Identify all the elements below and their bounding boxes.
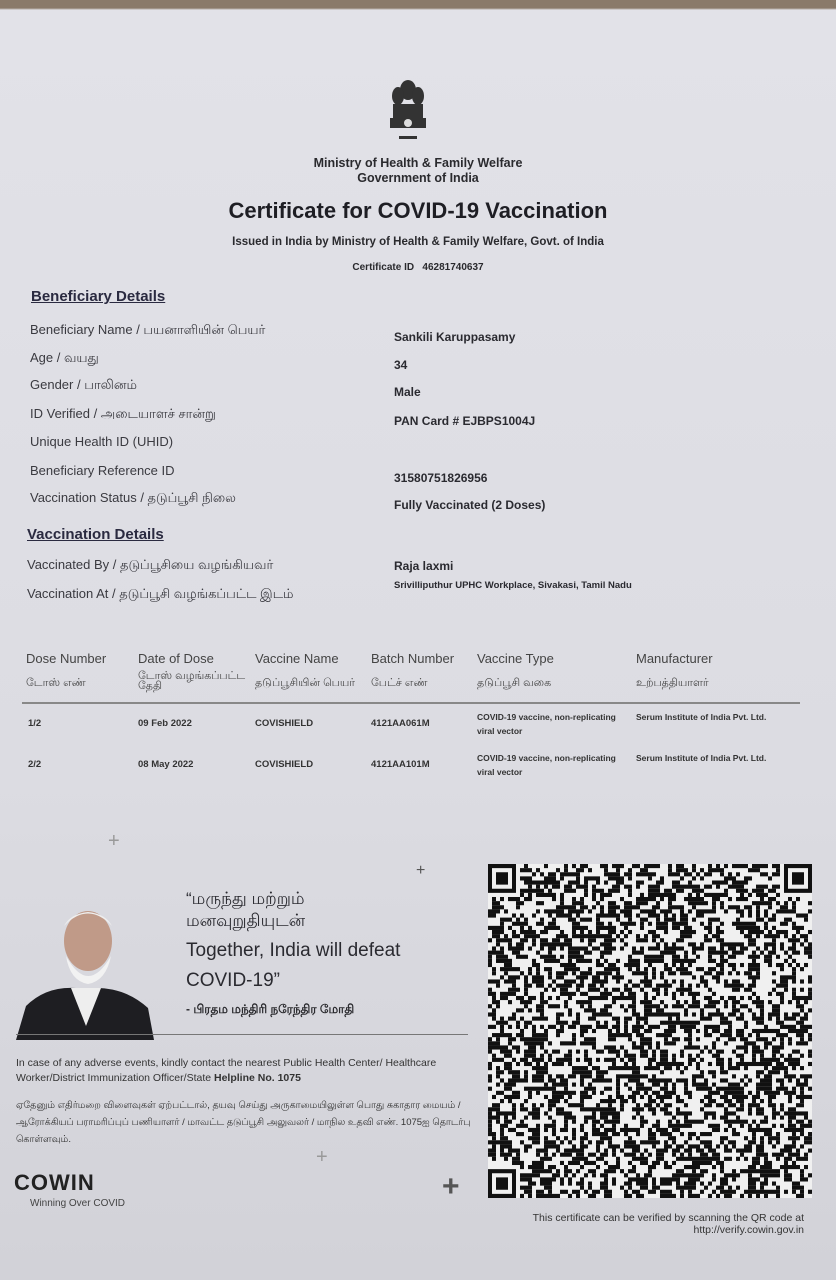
beneficiary-label: Gender / பாலினம்	[30, 377, 137, 392]
plus-mark-icon: +	[416, 862, 426, 879]
vaccination-heading: Vaccination Details	[27, 526, 164, 543]
vaccinated-by-label: Vaccinated By / தடுப்பூசியை வழங்கியவர்	[27, 557, 274, 572]
beneficiary-value: Sankili Karuppasamy	[394, 330, 516, 344]
table-cell: Serum Institute of India Pvt. Ltd.	[636, 753, 767, 763]
table-cell: 09 Feb 2022	[138, 718, 192, 729]
beneficiary-label: ID Verified / அடையாளச் சான்று	[30, 406, 216, 421]
vaccinated-at-value: Srivilliputhur UPHC Workplace, Sivakasi, Tamil Nadu	[394, 580, 632, 591]
beneficiary-label: Unique Health ID (UHID)	[30, 434, 174, 449]
quote: “மருந்து மற்றும் மனவுறுதியுடன் Together, India will defeat COVID-19”	[186, 889, 401, 991]
verification-qr-code	[488, 864, 812, 1198]
column-header: Date of Dose	[138, 651, 214, 666]
table-cell: 4121AA061M	[371, 718, 430, 729]
quote-author: - பிரதம மந்திரி நரேந்திர மோதி	[186, 1002, 355, 1016]
column-header: Manufacturer	[636, 651, 713, 666]
table-cell: COVID-19 vaccine, non-replicating viral vector	[477, 753, 616, 777]
beneficiary-value: Male	[394, 385, 421, 399]
cowin-logo: COWIN	[14, 1170, 95, 1195]
beneficiary-label: Vaccination Status / தடுப்பூசி நிலை	[30, 490, 236, 505]
column-header: Dose Number	[26, 651, 107, 666]
beneficiary-heading: Beneficiary Details	[31, 288, 166, 305]
beneficiary-value: PAN Card # EJBPS1004J	[394, 414, 536, 428]
issued-by: Issued in India by Ministry of Health & Family Welfare, Govt. of India	[232, 236, 604, 248]
divider	[16, 1034, 468, 1035]
beneficiary-label: Beneficiary Name / பயனாளியின் பெயர்	[30, 322, 266, 337]
beneficiary-value: 34	[394, 358, 408, 372]
cowin-tagline: Winning Over COVID	[30, 1198, 126, 1209]
beneficiary-value: Fully Vaccinated (2 Doses)	[394, 498, 546, 512]
table-cell: 08 May 2022	[138, 759, 194, 770]
column-header: Vaccine Type	[477, 651, 554, 666]
column-header: Vaccine Name	[255, 651, 339, 666]
beneficiary-label: Beneficiary Reference ID	[30, 463, 175, 478]
plus-mark-icon: +	[316, 1146, 328, 1168]
table-cell: Serum Institute of India Pvt. Ltd.	[636, 712, 767, 722]
national-emblem-icon	[385, 76, 431, 144]
ministry-name: Ministry of Health & Family Welfare Government of India	[313, 156, 523, 185]
table-cell: COVID-19 vaccine, non-replicating viral vector	[477, 712, 616, 736]
table-cell: 2/2	[28, 759, 42, 770]
plus-mark-icon: +	[442, 1170, 460, 1203]
column-header-tamil: டோஸ் வழங்கப்பட்ட தேதி	[138, 670, 246, 692]
table-cell: COVISHIELD	[255, 718, 314, 729]
beneficiary-label: Age / வயது	[30, 350, 99, 365]
table-cell: 4121AA101M	[371, 759, 430, 770]
beneficiary-value: 31580751826956	[394, 471, 488, 485]
adverse-events-notice: In case of any adverse events, kindly contact the nearest Public Health Center/ Healthcare Worker/District Immunization Officer/State Helpline No. 1075	[16, 1057, 437, 1084]
certificate-title: Certificate for COVID-19 Vaccination	[228, 198, 608, 223]
prime-minister-portrait	[16, 896, 156, 1040]
table-cell: COVISHIELD	[255, 759, 314, 770]
column-header-tamil: டோஸ் எண்	[26, 677, 86, 689]
plus-mark-icon: +	[108, 830, 120, 852]
column-header-tamil: தடுப்பூசி வகை	[477, 677, 552, 689]
column-header-tamil: தடுப்பூசியின் பெயர்	[255, 677, 356, 689]
certificate-id: Certificate ID 46281740637	[352, 262, 484, 273]
verify-note: This certificate can be verified by scanning the QR code at http://verify.cowin.gov.in	[532, 1212, 804, 1236]
column-header-tamil: உற்பத்தியாளர்	[636, 677, 709, 689]
vaccinated-at-label: Vaccination At / தடுப்பூசி வழங்கப்பட்ட இடம்	[27, 586, 294, 601]
vaccinated-by-value: Raja laxmi	[394, 559, 454, 573]
adverse-events-notice-tamil: ஏதேனும் எதிர்மறை விளைவுகள் ஏற்பட்டால், தயவு செய்து அருகாமையிலுள்ள பொது சுகாதார மையம் / ஆரோக்கியப் பராமரிப்புப் பணியாளர் / மாவட்ட தடுப்பூசி அலுவலர் / மாநில உதவி எண். 1075ஐ தொடர்பு கொள்ளவும்.	[16, 1100, 471, 1145]
column-header-tamil: பேட்ச் எண்	[371, 677, 428, 689]
table-cell: 1/2	[28, 718, 42, 729]
table-divider	[22, 702, 800, 704]
column-header: Batch Number	[371, 651, 455, 666]
